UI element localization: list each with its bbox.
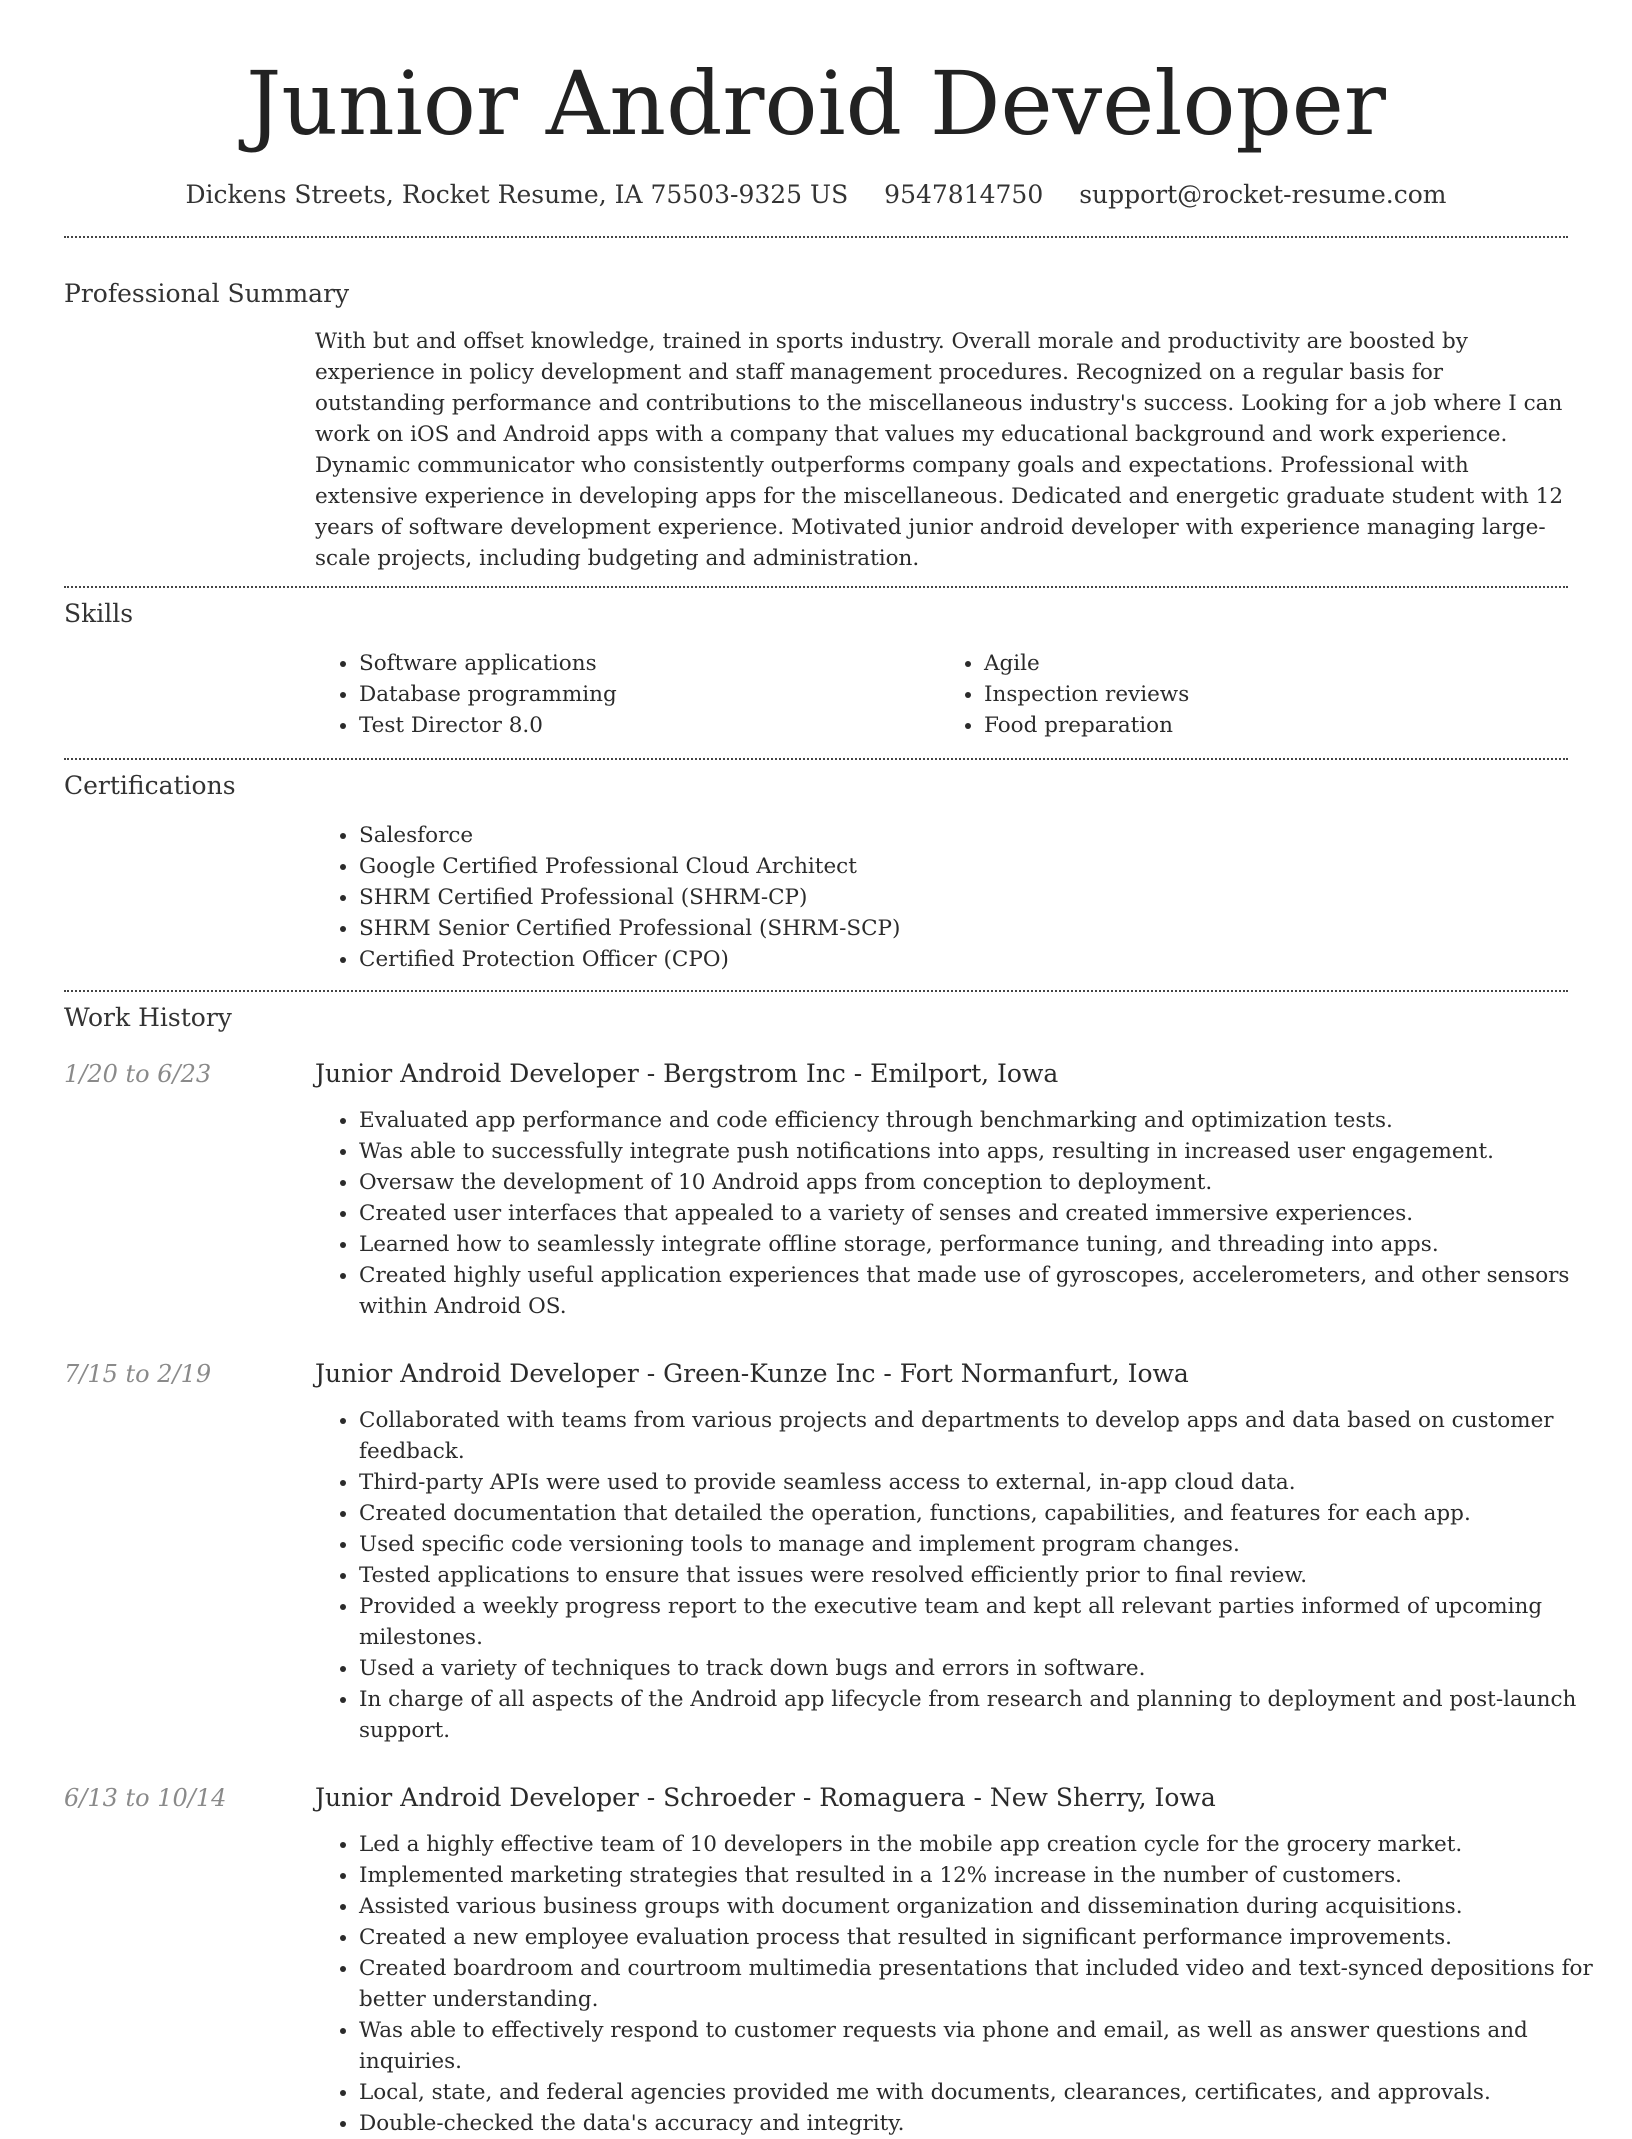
certification-item: • SHRM Certified Professional (SHRM-CP) (359, 882, 1565, 913)
list-item: • Used specific code versioning tools to manage and implement program changes. (359, 1529, 1609, 1560)
divider (64, 990, 1568, 992)
page-title: Junior Android Developer (246, 52, 1386, 155)
section-title-certifications: Certifications (64, 771, 236, 800)
list-item: • Evaluated app performance and code efficiency through benchmarking and optimization tests. (359, 1105, 1609, 1136)
list-item: • Created documentation that detailed the operation, functions, capabilities, and features for each app. (359, 1498, 1609, 1529)
skills-column-left (315, 648, 940, 741)
list-item: • Tested applications to ensure that issues were resolved efficiently prior to final review. (359, 1560, 1609, 1591)
certification-item: • Salesforce (359, 820, 1565, 851)
list-item: • Led a highly effective team of 10 developers in the mobile app creation cycle for the grocery market. (359, 1829, 1609, 1860)
job-entry (0, 1781, 1632, 2139)
section-title-work-history: Work History (64, 1003, 232, 1032)
skills-column-right (940, 648, 1565, 741)
skill-item: • Software applications (359, 648, 940, 679)
list-item: • Provided a weekly progress report to the executive team and kept all relevant parties informed of upcoming milestones. (359, 1591, 1609, 1653)
list-item: • Created highly useful application experiences that made use of gyroscopes, accelerometers, and other sensors within Android OS. (359, 1260, 1609, 1322)
job-entry (0, 1357, 1632, 1746)
list-item: • Created user interfaces that appealed to a variety of senses and created immersive experiences. (359, 1198, 1609, 1229)
list-item: • Third-party APIs were used to provide seamless access to external, in-app cloud data. (359, 1467, 1609, 1498)
list-item: • Oversaw the development of 10 Android apps from conception to deployment. (359, 1167, 1609, 1198)
list-item: • Used a variety of techniques to track down bugs and errors in software. (359, 1653, 1609, 1684)
skill-item: • Test Director 8.0 (359, 710, 940, 741)
job-title: Junior Android Developer - Bergstrom Inc - Emilport, Iowa (315, 1059, 1059, 1088)
certifications-section (315, 820, 1565, 975)
divider (64, 758, 1568, 760)
job-bullets (315, 1105, 1609, 1322)
list-item: • Created boardroom and courtroom multimedia presentations that included video and text-synced depositions for better understanding. (359, 1953, 1609, 2015)
list-item: • Created a new employee evaluation process that resulted in significant performance improvements. (359, 1922, 1609, 1953)
skill-item: • Inspection reviews (984, 679, 1565, 710)
list-item: • Was able to effectively respond to customer requests via phone and email, as well as answer questions and inquiries. (359, 2015, 1609, 2077)
list-item: • Learned how to seamlessly integrate offline storage, performance tuning, and threading into apps. (359, 1229, 1609, 1260)
section-title-skills: Skills (64, 599, 134, 628)
job-date: 7/15 to 2/19 (64, 1360, 212, 1388)
job-date: 1/20 to 6/23 (64, 1060, 212, 1088)
job-entry (0, 1057, 1632, 1322)
section-title-summary: Professional Summary (64, 279, 350, 308)
list-item: • Double-checked the data's accuracy and integrity. (359, 2108, 1609, 2139)
divider (64, 236, 1568, 238)
certifications-list (315, 820, 1565, 975)
list-item: • Assisted various business groups with document organization and dissemination during acquisitions. (359, 1891, 1609, 1922)
job-title: Junior Android Developer - Green-Kunze Inc - Fort Normanfurt, Iowa (315, 1359, 1189, 1388)
certification-item: • Certified Protection Officer (CPO) (359, 944, 1565, 975)
certification-item: • Google Certified Professional Cloud Architect (359, 851, 1565, 882)
list-item: • Local, state, and federal agencies provided me with documents, clearances, certificates, and approvals. (359, 2077, 1609, 2108)
contact-address: Dickens Streets, Rocket Resume, IA 75503-9325 US (185, 180, 849, 209)
skill-item: • Food preparation (984, 710, 1565, 741)
contact-line (0, 178, 1632, 212)
resume-header (0, 0, 1632, 212)
summary-text: With but and offset knowledge, trained in sports industry. Overall morale and productivity are boosted by experience in policy development and staff management procedures. Recognized on a regular basis for outstanding performance and contributions to the miscellaneous industry's success. Looking for a job where I can work on iOS and Android apps with a company that values my educational background and work experience. Dynamic communicator who consistently outperforms company goals and expectations. Professional with extensive experience in developing apps for the miscellaneous. Dedicated and energetic graduate student with 12 years of software development experience. Motivated junior android developer with experience managing large-scale projects, including budgeting and administration. (315, 329, 1564, 571)
list-item: • Implemented marketing strategies that resulted in a 12% increase in the number of customers. (359, 1860, 1609, 1891)
contact-email: support@rocket-resume.com (1079, 180, 1447, 209)
skill-item: • Agile (984, 648, 1565, 679)
job-bullets (315, 1405, 1609, 1746)
job-bullets (315, 1829, 1609, 2139)
summary-section (315, 326, 1565, 574)
list-item: • In charge of all aspects of the Android app lifecycle from research and planning to deployment and post-launch support. (359, 1684, 1609, 1746)
list-item: • Collaborated with teams from various projects and departments to develop apps and data based on customer feedback. (359, 1405, 1609, 1467)
list-item: • Was able to successfully integrate push notifications into apps, resulting in increased user engagement. (359, 1136, 1609, 1167)
certification-item: • SHRM Senior Certified Professional (SHRM-SCP) (359, 913, 1565, 944)
job-date: 6/13 to 10/14 (64, 1784, 227, 1812)
contact-phone: 9547814750 (884, 180, 1044, 209)
job-title: Junior Android Developer - Schroeder - Romaguera - New Sherry, Iowa (315, 1783, 1216, 1812)
skills-list (315, 648, 1565, 741)
divider (64, 586, 1568, 588)
skill-item: • Database programming (359, 679, 940, 710)
